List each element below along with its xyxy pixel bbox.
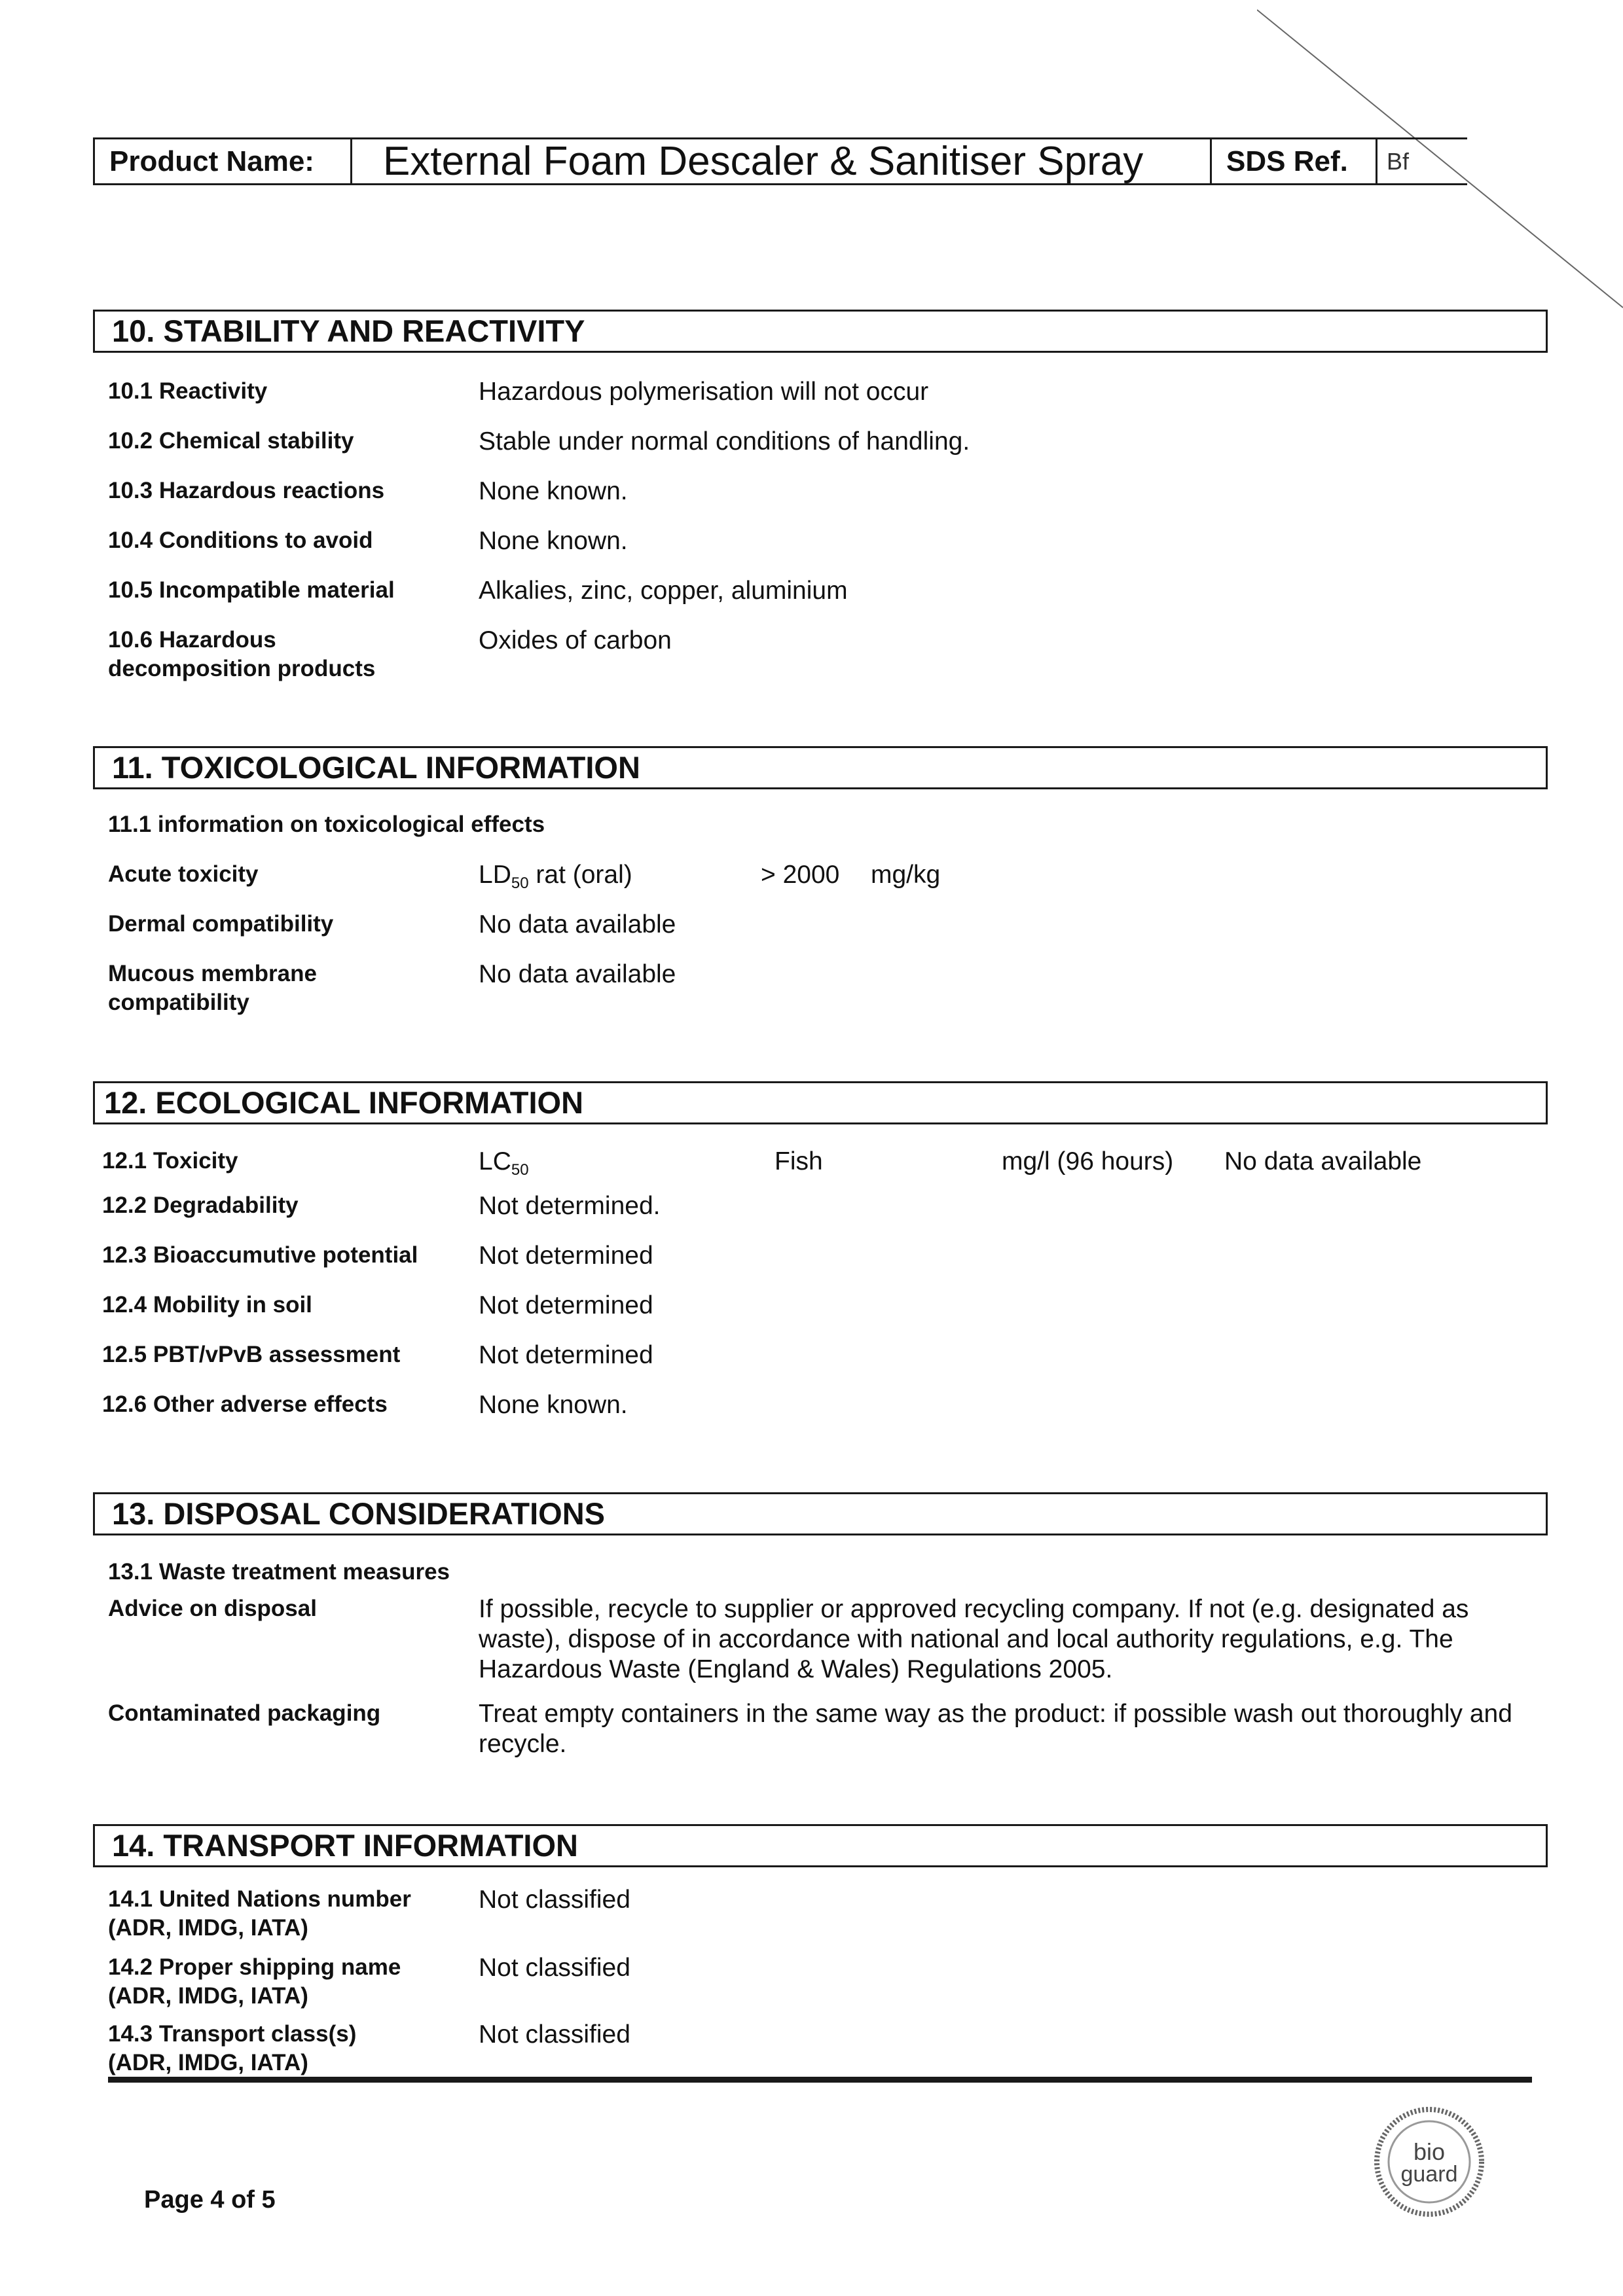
row-value: Not determined bbox=[479, 1242, 653, 1270]
row-label: 12.5 PBT/vPvB assessment bbox=[102, 1342, 401, 1367]
section-12-banner bbox=[93, 1081, 1548, 1124]
section-14-banner bbox=[93, 1824, 1548, 1867]
row-value: Not determined bbox=[479, 1341, 653, 1369]
sds-ref-value-cell bbox=[1376, 137, 1467, 185]
footer-rule bbox=[108, 2077, 1532, 2083]
row-label: 10.5 Incompatible material bbox=[108, 577, 395, 603]
subheading: 11.1 information on toxicological effects bbox=[108, 812, 545, 837]
ld-text: LD bbox=[479, 861, 511, 889]
mucous-label: Mucous membrane compatibility bbox=[108, 961, 317, 1015]
sds-ref-label-cell bbox=[1210, 137, 1377, 185]
row-label: 10.2 Chemical stability bbox=[108, 428, 354, 454]
row-value: Oxides of carbon bbox=[479, 626, 672, 655]
logo-text-guard: guard bbox=[1400, 2162, 1458, 2187]
advice-value: If possible, recycle to supplier or approved recycling company. If not (e.g. designated as waste), dispose of in accordance with national and local authority regulations, e.g. The Hazardous Waste (England & Wales) Regulations 2005. bbox=[479, 1595, 1469, 1683]
row-label: 14.3 Transport class(s) (ADR, IMDG, IATA) bbox=[108, 2021, 357, 2075]
page-number: Page 4 of 5 bbox=[144, 2186, 276, 2214]
acute-toxicity-label: Acute toxicity bbox=[108, 861, 259, 887]
row-value: Hazardous polymerisation will not occur bbox=[479, 378, 929, 406]
row-value: None known. bbox=[479, 1391, 628, 1419]
section-13-title: 13. DISPOSAL CONSIDERATIONS bbox=[112, 1496, 606, 1531]
lc-subscript: 50 bbox=[511, 1161, 529, 1179]
lc-text: LC bbox=[479, 1147, 511, 1175]
row-label: 10.6 Hazardous decomposition products bbox=[108, 627, 376, 681]
row-value: Not classified bbox=[479, 2020, 630, 2049]
section-13-banner bbox=[93, 1492, 1548, 1535]
subheading: 13.1 Waste treatment measures bbox=[108, 1559, 450, 1585]
packaging-label: Contaminated packaging bbox=[108, 1700, 381, 1726]
section-14-title: 14. TRANSPORT INFORMATION bbox=[112, 1828, 578, 1863]
row-label: 14.1 United Nations number (ADR, IMDG, IATA) bbox=[108, 1886, 411, 1941]
toxicity-unit: mg/l (96 hours) bbox=[1002, 1147, 1174, 1175]
row-value: None known. bbox=[479, 527, 628, 555]
section-10-title: 10. STABILITY AND REACTIVITY bbox=[112, 314, 585, 348]
sds-ref-label: SDS Ref. bbox=[1226, 145, 1348, 177]
section-10-banner bbox=[93, 310, 1548, 353]
dermal-label: Dermal compatibility bbox=[108, 911, 334, 937]
product-name-label: Product Name: bbox=[109, 145, 314, 177]
logo-text-bio: bio bbox=[1413, 2138, 1446, 2165]
row-label: 10.4 Conditions to avoid bbox=[108, 528, 373, 553]
section-11-title: 11. TOXICOLOGICAL INFORMATION bbox=[112, 750, 640, 785]
route-text: rat (oral) bbox=[528, 861, 632, 889]
row-value: None known. bbox=[479, 477, 628, 505]
section-12-title: 12. ECOLOGICAL INFORMATION bbox=[104, 1085, 584, 1120]
row-label: 10.1 Reactivity bbox=[108, 378, 268, 404]
row-label: 12.3 Bioaccumutive potential bbox=[102, 1242, 418, 1268]
row-label: 14.2 Proper shipping name (ADR, IMDG, IATA) bbox=[108, 1954, 401, 2009]
product-name: External Foam Descaler & Sanitiser Spray bbox=[383, 139, 1144, 183]
toxicity-species: Fish bbox=[775, 1147, 823, 1175]
row-label: 12.2 Degradability bbox=[102, 1193, 299, 1218]
product-name-cell bbox=[350, 137, 1212, 185]
row-label: 10.3 Hazardous reactions bbox=[108, 478, 385, 503]
section-11-banner bbox=[93, 746, 1548, 789]
product-name-label-cell bbox=[93, 137, 352, 185]
toxicity-value: No data available bbox=[1224, 1147, 1422, 1175]
mucous-value: No data available bbox=[479, 960, 676, 988]
acute-toxicity-unit: mg/kg bbox=[871, 861, 941, 889]
advice-label: Advice on disposal bbox=[108, 1596, 317, 1621]
row-value: Alkalies, zinc, copper, aluminium bbox=[479, 577, 848, 605]
bioguard-logo bbox=[1374, 2106, 1485, 2217]
row-label: 12.6 Other adverse effects bbox=[102, 1391, 388, 1417]
row-value: Not classified bbox=[479, 1886, 630, 1914]
row-label: 12.4 Mobility in soil bbox=[102, 1292, 312, 1318]
packaging-value: Treat empty containers in the same way as the product: if possible wash out thoroughly and recycle. bbox=[479, 1700, 1512, 1758]
acute-toxicity-value: > 2000 bbox=[761, 861, 840, 889]
row-value: Not classified bbox=[479, 1954, 630, 1982]
row-value: Not determined. bbox=[479, 1192, 661, 1220]
row-value: Not determined bbox=[479, 1291, 653, 1319]
acute-toxicity-test bbox=[479, 860, 632, 899]
dermal-value: No data available bbox=[479, 910, 676, 939]
toxicity-lc bbox=[479, 1147, 529, 1185]
row-value: Stable under normal conditions of handling. bbox=[479, 427, 970, 456]
toxicity-label: 12.1 Toxicity bbox=[102, 1148, 238, 1174]
ld-subscript: 50 bbox=[511, 874, 529, 892]
sds-ref-value: Bf bbox=[1387, 148, 1410, 175]
